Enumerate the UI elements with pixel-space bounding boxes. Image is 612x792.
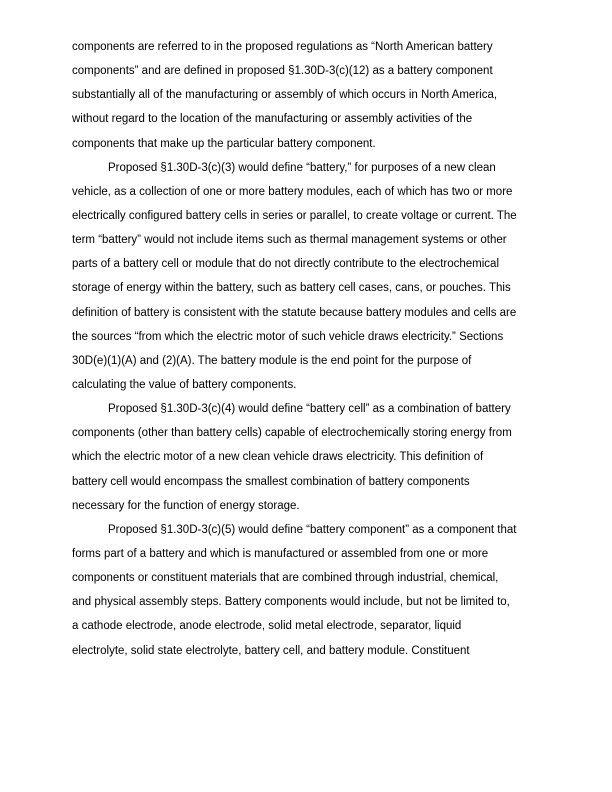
- text-line: storage of energy within the battery, such as battery cell cases, cans, or pouches. This: [72, 282, 511, 295]
- text-line: electrically configured battery cells in series or parallel, to create voltage or current. The: [72, 209, 517, 222]
- text-line: electrolyte, solid state electrolyte, battery cell, and battery module. Constituent: [72, 644, 470, 657]
- text-line: and physical assembly steps. Battery components would include, but not be limited to,: [72, 596, 510, 609]
- text-line: a cathode electrode, anode electrode, solid metal electrode, separator, liquid: [72, 620, 462, 633]
- text-line: substantially all of the manufacturing or assembly of which occurs in North America,: [72, 89, 498, 102]
- text-line: definition of battery is consistent with the statute because battery modules and cells are: [72, 306, 517, 319]
- text-line: parts of a battery cell or module that do not directly contribute to the electrochemical: [72, 258, 499, 271]
- text-line: 30D(e)(1)(A) and (2)(A). The battery module is the end point for the purpose of: [72, 354, 472, 367]
- text-line: components are referred to in the proposed regulations as “North American battery: [72, 41, 493, 53]
- text-line: components (other than battery cells) capable of electrochemically storing energy from: [72, 427, 512, 440]
- paragraph-first-line: Proposed §1.30D-3(c)(3) would define “battery,” for purposes of a new clean: [108, 161, 496, 174]
- text-line: components” and are defined in proposed §1.30D-3(c)(12) as a battery component: [72, 65, 493, 78]
- paragraph-first-line: Proposed §1.30D-3(c)(4) would define “battery cell” as a combination of battery: [108, 403, 511, 416]
- text-line: without regard to the location of the manufacturing or assembly activities of the: [72, 113, 473, 126]
- text-line: components or constituent materials that are combined through industrial, chemical,: [72, 572, 499, 585]
- body-text: [72, 37, 550, 665]
- text-line: components that make up the particular battery component.: [72, 137, 376, 150]
- text-line: the sources “from which the electric motor of such vehicle draws electricity.” Sections: [72, 330, 504, 343]
- text-line: term “battery” would not include items such as thermal management systems or other: [72, 234, 507, 247]
- text-line: which the electric motor of a new clean vehicle draws electricity. This definition of: [72, 451, 484, 464]
- paragraph-first-line: Proposed §1.30D-3(c)(5) would define “battery component” as a component that: [108, 523, 517, 536]
- text-line: calculating the value of battery components.: [72, 378, 297, 391]
- text-line: necessary for the function of energy storage.: [72, 499, 300, 512]
- text-line: battery cell would encompass the smallest combination of battery components: [72, 475, 470, 488]
- text-line: forms part of a battery and which is manufactured or assembled from one or more: [72, 547, 489, 560]
- text-line: vehicle, as a collection of one or more battery modules, each of which has two or more: [72, 185, 513, 198]
